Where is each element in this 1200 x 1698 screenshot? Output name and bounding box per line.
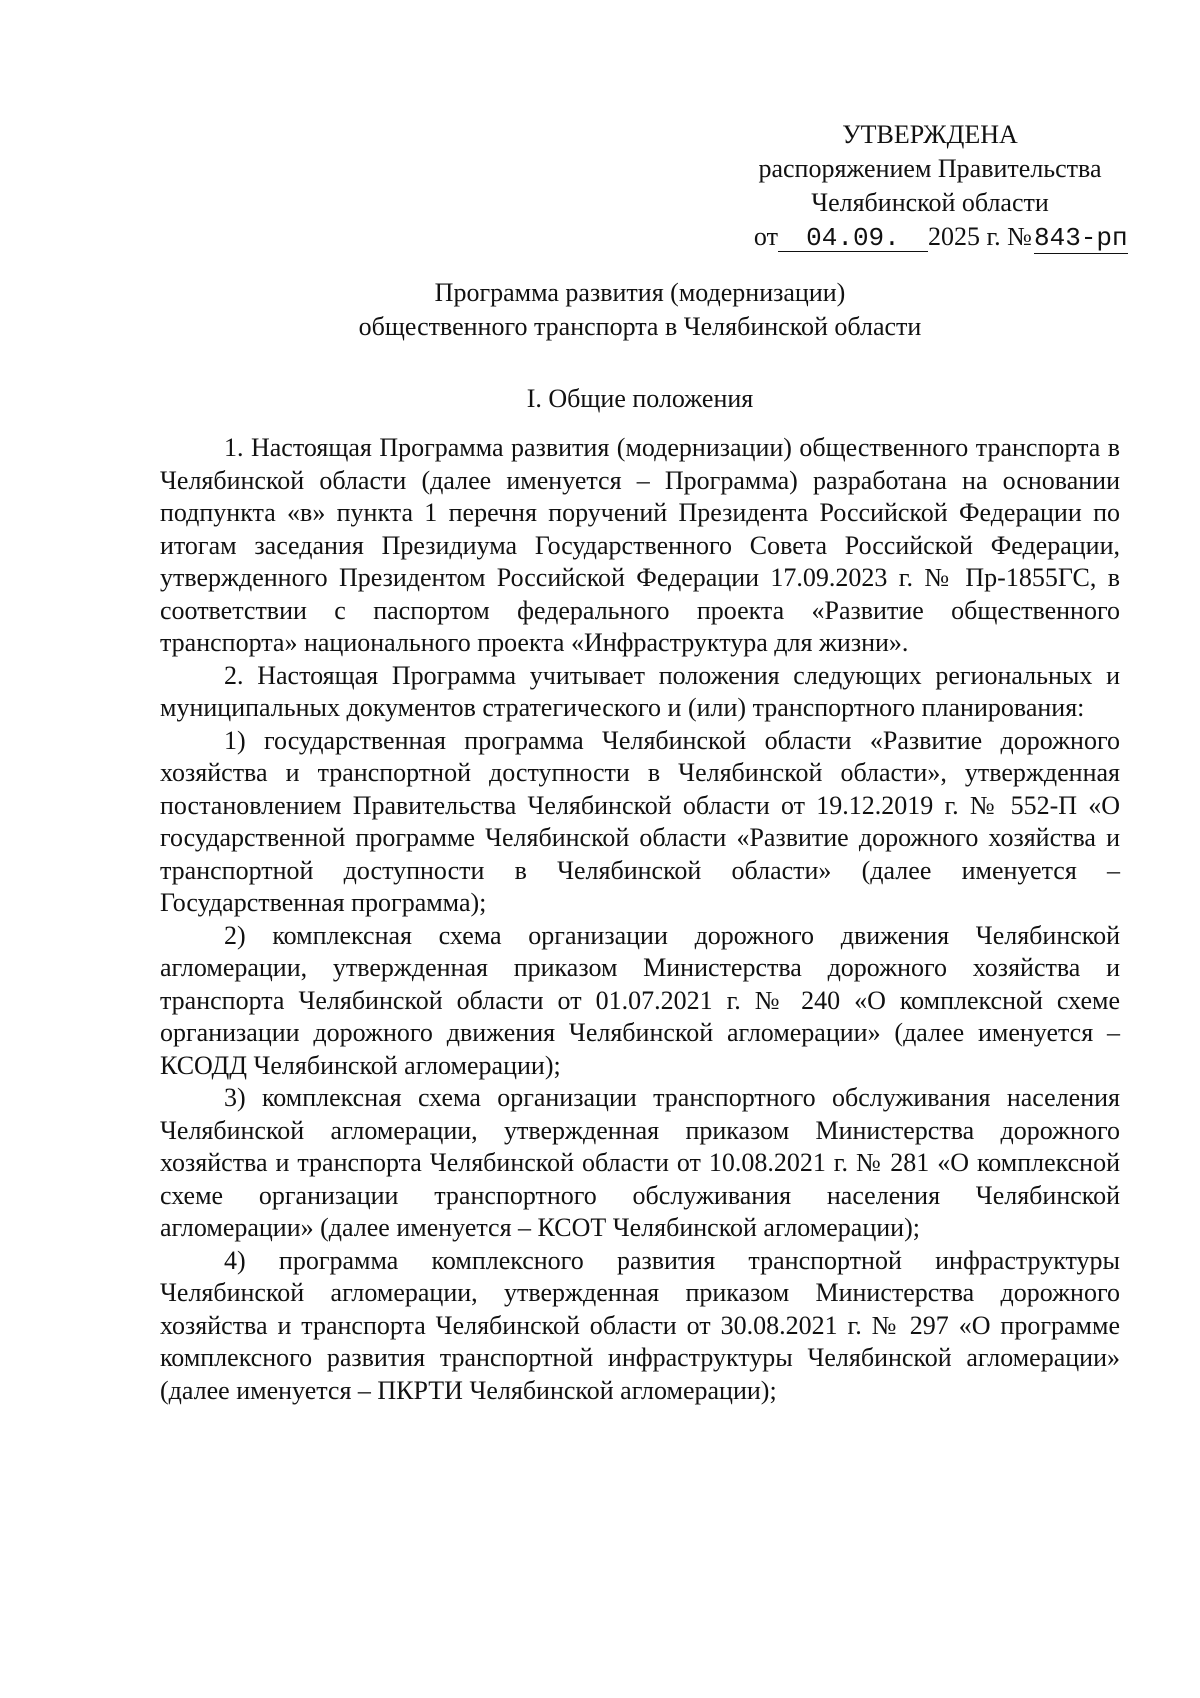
date-prefix: от	[753, 222, 778, 251]
approval-heading: УТВЕРЖДЕНА	[842, 120, 1018, 149]
title-line-1: Программа развития (модернизации)	[434, 278, 846, 307]
approval-stamp-block	[720, 118, 1140, 254]
list-item-3: 3) комплексная схема организации транспортного обслуживания населения Челябинской агломерации, утвержденная приказом Министерства дорожного хозяйства и транспорта Челябинской области от 10.08.2021 г. № 281 «О комплексной схеме организации транспортного обслуживания населения Челябинской агломерации» (далее именуется – КСОТ Челябинской агломерации);	[160, 1083, 1120, 1242]
approval-region-line: Челябинской области	[811, 188, 1049, 217]
year-suffix: 2025 г. №	[927, 222, 1032, 251]
paragraph-2: 2. Настоящая Программа учитывает положения следующих региональных и муниципальных документов стратегического и (или) транспортного планирования:	[160, 660, 1120, 722]
list-item-4: 4) программа комплексного развития транспортной инфраструктуры Челябинской агломерации, утвержденная приказом Министерства дорожного хозяйства и транспорта Челябинской области от 30.08.2021 г. № 297 «О программе комплексного развития транспортной инфраструктуры Челябинской агломерации» (далее именуется – ПКРТИ Челябинской агломерации);	[160, 1245, 1120, 1405]
approval-date-number-line	[720, 220, 1140, 254]
approval-issuer-line: распоряжением Правительства	[758, 154, 1102, 183]
section-heading: I. Общие положения	[526, 384, 754, 413]
list-item-1: 1) государственная программа Челябинской области «Развитие дорожного хозяйства и транспортной доступности в Челябинской области», утвержденная постановлением Правительства Челябинской области от 19.12.2019 г. № 552-П «О государственной программе Челябинской области «Развитие дорожного хозяйства и транспортной доступности в Челябинской области» (далее именуется – Государственная программа);	[160, 725, 1120, 917]
number-field	[1032, 223, 1128, 253]
number-value: 843-рп	[1034, 223, 1128, 253]
document-title	[160, 276, 1120, 344]
date-field: 04.09.	[778, 225, 928, 252]
list-item-2: 2) комплексная схема организации дорожного движения Челябинской агломерации, утвержденная приказом Министерства дорожного хозяйства и транспорта Челябинской области от 01.07.2021 г. № 240 «О комплексной схеме организации дорожного движения Челябинской агломерации» (далее именуется – КСОДД Челябинской агломерации);	[160, 920, 1120, 1080]
paragraph-1: 1. Настоящая Программа развития (модернизации) общественного транспорта в Челябинской области (далее именуется – Программа) разработана на основании подпункта «в» пункта 1 перечня поручений Президента Российской Федерации по итогам заседания Президиума Государственного Совета Российской Федерации, утвержденного Президентом Российской Федерации 17.09.2023 г. № Пр-1855ГС, в соответствии с паспортом федерального проекта «Развитие общественного транспорта» национального проекта «Инфраструктура для жизни».	[160, 433, 1120, 657]
document-body	[160, 432, 1120, 1407]
title-line-2: общественного транспорта в Челябинской области	[358, 312, 922, 341]
